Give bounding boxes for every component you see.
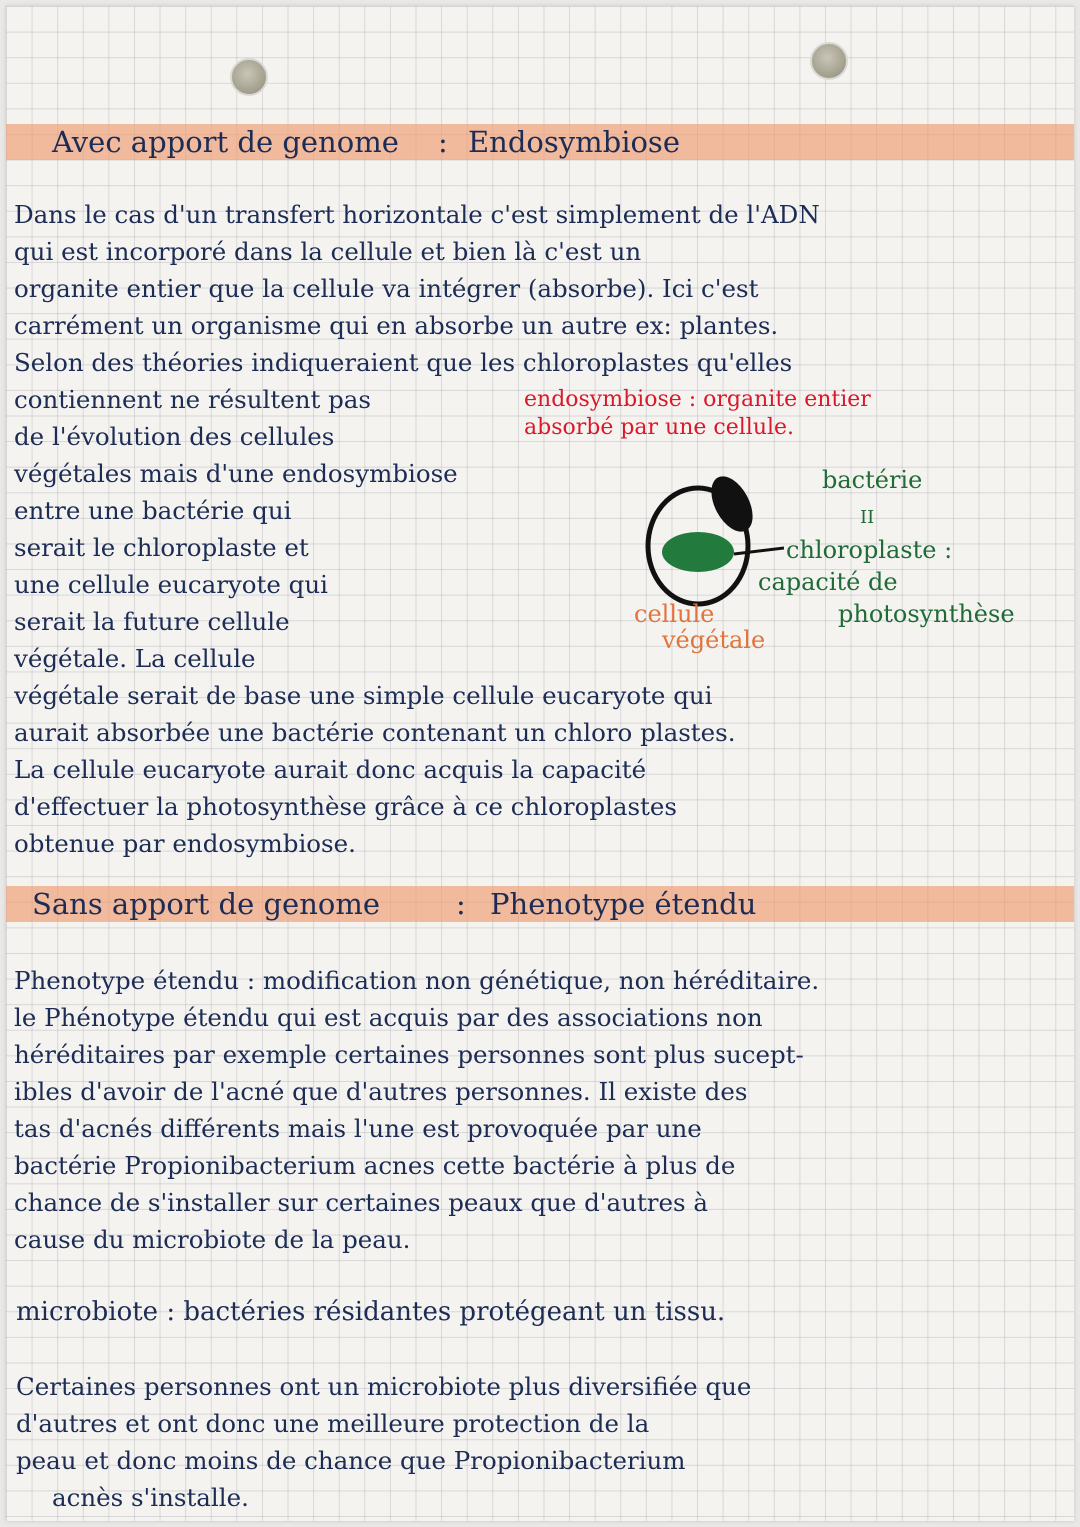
diagram-label-capacite: capacité de [758, 568, 898, 596]
diagram-label-chloroplaste: chloroplaste : [786, 536, 953, 564]
microbiote-line: microbiote : bactéries résidantes protégeant un tissu. [16, 1297, 726, 1327]
microbiote-definition [16, 1294, 725, 1331]
paragraph-line: entre une bactérie qui [14, 496, 292, 525]
diagram-label-equals: II [860, 507, 875, 528]
section1-heading [6, 124, 1074, 160]
diagram-label-cellule: cellule [634, 600, 715, 628]
section2-heading [6, 886, 1074, 922]
section1-paragraph-column [14, 381, 458, 677]
paragraph-line: chance de s'installer sur certaines peaux que d'autres à [14, 1188, 708, 1217]
bacterium-nucleus-shape [703, 470, 761, 539]
paragraph-line: contiennent ne résultent pas [14, 385, 371, 414]
paragraph-line: La cellule eucaryote aurait donc acquis la capacité [14, 755, 647, 784]
section1-heading-right: Endosymbiose [468, 125, 680, 159]
chloroplast-shape [662, 532, 734, 572]
paragraph-line: organite entier que la cellule va intégrer (absorbe). Ici c'est [14, 274, 759, 303]
paragraph-line: Phenotype étendu : modification non génétique, non héréditaire. [14, 966, 820, 995]
paragraph-line: aurait absorbée une bactérie contenant un chloro plastes. [14, 718, 736, 747]
section2-heading-right: Phenotype étendu [490, 887, 757, 921]
paragraph-line: peau et donc moins de chance que Propionibacterium [16, 1446, 686, 1475]
paragraph-line: végétale. La cellule [14, 644, 256, 673]
paragraph-line: végétale serait de base une simple cellule eucaryote qui [14, 681, 713, 710]
section1-paragraph-bottom [14, 677, 735, 862]
paragraph-line: une cellule eucaryote qui [14, 570, 328, 599]
definition-line: absorbé par une cellule. [524, 415, 795, 440]
punch-hole-left [230, 58, 268, 96]
notebook-page [6, 6, 1074, 1521]
paragraph-line: qui est incorporé dans la cellule et bien là c'est un [14, 237, 642, 266]
paragraph-line: Dans le cas d'un transfert horizontale c'est simplement de l'ADN [14, 200, 820, 229]
section1-paragraph-top [14, 196, 820, 381]
section1-heading-left: Avec apport de genome [52, 125, 399, 159]
definition-line: endosymbiose : organite entier [524, 387, 871, 412]
paragraph-line: acnès s'installe. [52, 1483, 249, 1512]
paragraph-line: serait la future cellule [14, 607, 290, 636]
section1-heading-sep: : [438, 125, 448, 159]
paragraph-line: de l'évolution des cellules [14, 422, 335, 451]
paragraph-line: tas d'acnés différents mais l'une est provoquée par une [14, 1114, 702, 1143]
paragraph-line: bactérie Propionibacterium acnes cette bactérie à plus de [14, 1151, 736, 1180]
paragraph-line: serait le chloroplaste et [14, 533, 309, 562]
diagram-label-photosynthese: photosynthèse [838, 600, 1015, 628]
endosymbiose-definition [524, 386, 871, 442]
diagram-label-vegetale: végétale [662, 626, 766, 654]
diagram-label-bacterie: bactérie [822, 466, 923, 494]
paragraph-line: le Phénotype étendu qui est acquis par des associations non [14, 1003, 763, 1032]
paragraph-line: Certaines personnes ont un microbiote plus diversifiée que [16, 1372, 752, 1401]
paragraph-line: cause du microbiote de la peau. [14, 1225, 411, 1254]
paragraph-line: d'autres et ont donc une meilleure protection de la [16, 1409, 650, 1438]
punch-hole-right [810, 42, 848, 80]
chloroplast-pointer-line [734, 548, 784, 554]
section2-heading-sep: : [456, 887, 466, 921]
paragraph-line: d'effectuer la photosynthèse grâce à ce chloroplastes [14, 792, 677, 821]
paragraph-line: obtenue par endosymbiose. [14, 829, 356, 858]
paragraph-line: Selon des théories indiqueraient que les chloroplastes qu'elles [14, 348, 793, 377]
section2-heading-left: Sans apport de genome [32, 887, 381, 921]
paragraph-line: carrément un organisme qui en absorbe un autre ex: plantes. [14, 311, 779, 340]
section2-paragraph [14, 962, 819, 1258]
paragraph-line: héréditaires par exemple certaines personnes sont plus sucept- [14, 1040, 804, 1069]
paragraph-line: ibles d'avoir de l'acné que d'autres personnes. Il existe des [14, 1077, 748, 1106]
section2-final-paragraph [16, 1368, 751, 1516]
paragraph-line: végétales mais d'une endosymbiose [14, 459, 458, 488]
